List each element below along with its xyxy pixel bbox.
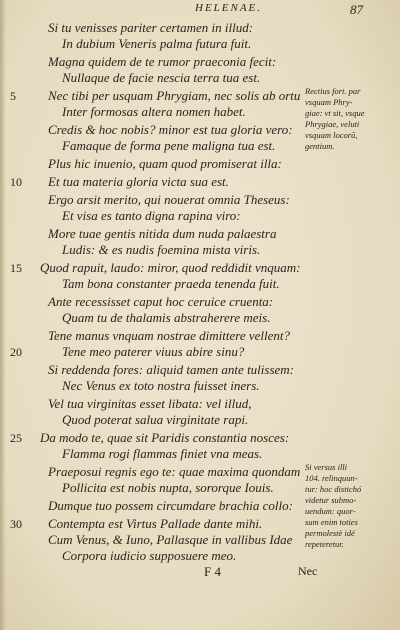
verse-line: Magna quidem de te rumor praeconia fecit: [48,54,277,69]
margin-note-line: gentium. [305,141,335,151]
verse-line: Da modo te, quae sit Paridis constantia nosces: [40,430,290,445]
verse-line: More tuae gentis nitida dum nuda palaestra [48,226,277,241]
verse-line: Inter formosas altera nomen habet. [62,104,246,119]
verse-line: Plus hic inuenio, quam quod promiserat illa: [48,156,282,171]
verse-line: Et visa es tanto digna rapina viro: [62,208,241,223]
verse-line: Credis & hoc nobis? minor est tua gloria vero: [48,122,293,137]
running-head: HELENAE. [195,2,263,14]
margin-note-line: vsquam locorũ, [305,130,358,140]
verse-line: Si tu venisses pariter certamen in illud: [48,20,254,35]
verse-line: Dumque tuo possem circumdare brachia collo: [48,498,293,513]
margin-note-line: Si versus illi [305,462,348,472]
verse-line: Quod rapuit, laudo: miror, quod reddidit vnquam: [40,260,301,275]
verse-line: Cum Venus, & Iuno, Pallasque in vallibus Idae [48,532,293,547]
page-number: 87 [350,2,363,17]
margin-note-line: sum enim toties [305,517,358,527]
margin-note-line: repeteretur. [305,539,344,549]
verse-line: Tene meo paterer viuus abire sinu? [62,344,245,359]
margin-note-line: uendum: quor- [305,506,356,516]
line-number: 15 [10,261,22,275]
verse-line: Tam bona constanter praeda tenenda fuit. [62,276,280,291]
verse-line: Tene manus vnquam nostrae dimittere vellent? [48,328,291,343]
verse-line: Nec Venus ex toto nostra fuisset iners. [62,378,260,393]
margin-note-line: vsquam Phry- [305,97,353,107]
verse-line: Contempta est Virtus Pallade dante mihi. [48,516,263,531]
verse-line: Nec tibi per usquam Phrygiam, nec solis ab ortu [48,88,301,103]
margin-note-line: Phrygiae, veluti [305,119,360,129]
line-number: 10 [10,175,22,189]
line-number: 20 [10,345,22,359]
signature-mark: F 4 [204,564,221,579]
verse-line: Ante recessisset caput hoc ceruice cruenta: [48,294,274,309]
margin-note [305,86,397,152]
margin-note-line: permolestè idé [305,528,355,538]
line-number: 5 [10,89,16,103]
line-number: 25 [10,431,22,445]
verse-line: Quam tu de thalamis abstraherere meis. [62,310,271,325]
verse-line: In dubium Veneris palma futura fuit. [62,36,252,51]
margin-note-line: giae: vt sit, vsque [305,108,365,118]
margin-note-line: tur: hoc distichó [305,484,362,494]
margin-note-line: videtur submo- [305,495,357,505]
verse-line: Et tua materia gloria victa sua est. [48,174,229,189]
verse-line: Quod poterat salua virginitate rapi. [62,412,249,427]
line-number: 30 [10,517,22,531]
verse-line: Flamma rogi flammas finiet vna meas. [62,446,263,461]
verse-line: Nullaque de facie nescia terra tua est. [62,70,261,85]
verse-line: Vel tua virginitas esset libata: vel illud, [48,396,252,411]
verse-line: Corpora iudicio supposuere meo. [62,548,237,563]
verse-line: Si reddenda fores: aliquid tamen ante tulissem: [48,362,295,377]
verse-line: Ludis: & es nudis foemina mista viris. [62,242,261,257]
verse-line: Pollicita est nobis nupta, sororque Iouis. [62,480,274,495]
margin-note-line: Rectius fort. par [305,86,361,96]
verse-line: Praeposui regnis ego te: quae maxima quondam [48,464,301,479]
verse-line: Ergo arsit merito, qui nouerat omnia Theseus: [48,192,290,207]
catchword: Nec [298,564,318,578]
verse-line: Famaque de forma pene maligna tua est. [62,138,276,153]
margin-note [305,462,397,550]
margin-note-line: 104. relinquun- [305,473,358,483]
page-gutter-shadow [0,0,6,630]
